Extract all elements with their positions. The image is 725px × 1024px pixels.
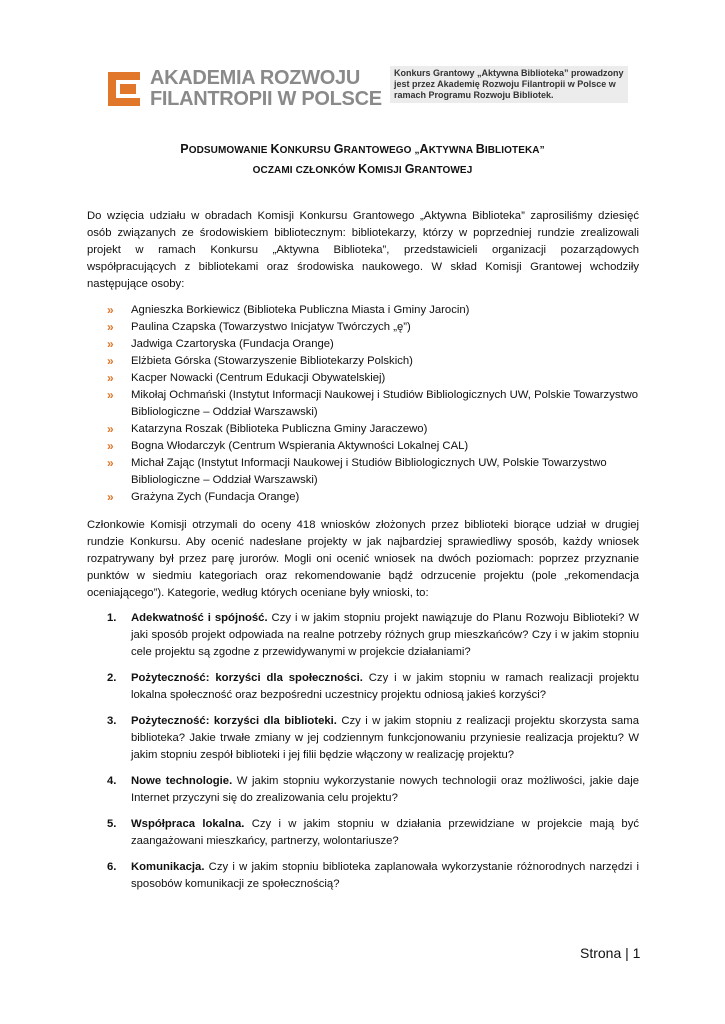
criterion-description: Czy i w jakim stopniu z realizacji projektu skorzysta sama biblioteka? Jakie trwałe zmiany w jej codziennym funkcjonowaniu przyniesie realizacja projektu? W jakim stopniu zespół biblioteki i jej filii będzie włączony w realizację projektu? [131,715,639,761]
criterion-item [87,713,639,764]
criterion-title: Adekwatność i spójność. [131,612,268,624]
member-name: Bogna Włodarczyk (Centrum Wspierania Aktywności Lokalnej CAL) [131,440,469,452]
criterion-number: 5. [107,818,117,830]
logo-wordmark [150,68,382,110]
chevron-bullet-icon: » [107,490,114,504]
chevron-bullet-icon: » [107,439,114,453]
chevron-bullet-icon: » [107,371,114,385]
page-title [0,140,725,180]
member-item [87,319,639,336]
member-item [87,455,639,489]
title-line-1: PODSUMOWANIE KONKURSU GRANTOWEGO „AKTYWNA BIBLIOTEKA” [180,142,545,156]
criterion-number: 3. [107,715,117,727]
members-list [87,302,639,506]
criterion-description: Czy i w jakim stopniu w ramach realizacji projektu lokalna społeczność oraz bezpośredni uczestnicy projektu odniosą jakieś korzyści? [131,672,640,701]
criterion-title: Pożyteczność: korzyści dla społeczności. [131,672,363,684]
title-line-2: OCZAMI CZŁONKÓW KOMISJI GRANTOWEJ [252,162,473,176]
criterion-number: 4. [107,775,117,787]
member-name: Katarzyna Roszak (Biblioteka Publiczna Gminy Jaraczewo) [131,423,428,435]
criterion-item [87,773,639,807]
member-name: Grażyna Zych (Fundacja Orange) [131,491,300,503]
header-note: Konkurs Grantowy „Aktywna Biblioteka” prowadzony jest przez Akademię Rozwoju Filantropii w Polsce w ramach Programu Rozwoju Bibliotek. [390,66,628,103]
member-item [87,302,639,319]
chevron-bullet-icon: » [107,422,114,436]
member-item [87,336,639,353]
criterion-description: Czy i w jakim stopniu projekt nawiązuje do Planu Rozwoju Biblioteki? W jaki sposób projekt odpowiada na realne potrzeby różnych grup mieszkańców? Czy i w jakim stopniu cele projektu są zgodne z przewidywanymi w projekcie działaniami? [131,612,639,658]
chevron-bullet-icon: » [107,354,114,368]
member-name: Agnieszka Borkiewicz (Biblioteka Publiczna Miasta i Gminy Jarocin) [131,304,470,316]
criterion-number: 2. [107,672,117,684]
criterion-title: Nowe technologie. [131,775,233,787]
criterion-item [87,816,639,850]
chevron-bullet-icon: » [107,337,114,351]
criterion-description: Czy i w jakim stopniu biblioteka zaplanowała wykorzystanie różnorodnych narzędzi i sposobów komunikacji ze społecznością? [131,861,639,890]
criterion-title: Komunikacja. [131,861,205,873]
member-name: Paulina Czapska (Towarzystwo Inicjatyw Twórczych „ę”) [131,321,411,333]
evaluation-paragraph: Członkowie Komisji otrzymali do oceny 418 wniosków złożonych przez biblioteki biorące udział w drugiej rundzie Konkursu. Aby ocenić nadesłane projekty w jak najbardziej sprawiedliwy sposób, każdy wniosek rozpatrywany był przez parę jurorów. Mogli oni ocenić wniosek na dwóch poziomach: poprzez przyznanie punktów w siedmiu kategoriach oraz rekomendowanie bądź odrzucenie projektu (pole „rekomendacja oceniającego”). Kategorie, według których oceniane były wnioski, to: [87,519,639,599]
member-item [87,370,639,387]
logo-line-1: AKADEMIA ROZWOJU [150,67,361,89]
page-number: Strona | 1 [580,945,641,961]
criteria-list [87,610,639,893]
criterion-title: Pożyteczność: korzyści dla biblioteki. [131,715,337,727]
chevron-bullet-icon: » [107,456,114,470]
member-item [87,353,639,370]
member-name: Mikołaj Ochmański (Instytut Informacji Naukowej i Studiów Bibliologicznych UW, Polskie Towarzystwo Bibliologiczne – Oddział Warszawski) [131,389,639,418]
member-item [87,438,639,455]
criterion-description: Czy i w jakim stopniu w działania przewidziane w projekcie mają być zaangażowani mieszkańcy, partnerzy, wolontariusze? [131,818,639,847]
criterion-item [87,610,639,661]
member-name: Michał Zając (Instytut Informacji Naukowej i Studiów Bibliologicznych UW, Polskie Towarzystwo Bibliologiczne – Oddział Warszawski) [131,457,607,486]
logo-line-2: FILANTROPII W POLSCE [150,88,382,110]
criterion-item [87,859,639,893]
criterion-number: 6. [107,861,117,873]
academy-logo-icon [106,70,142,108]
criterion-item [87,670,639,704]
document-body [87,208,639,902]
header [106,62,624,112]
criterion-title: Współpraca lokalna. [131,818,245,830]
chevron-bullet-icon: » [107,303,114,317]
chevron-bullet-icon: » [107,320,114,334]
member-name: Jadwiga Czartoryska (Fundacja Orange) [131,338,334,350]
intro-paragraph: Do wzięcia udziału w obradach Komisji Konkursu Grantowego „Aktywna Biblioteka” zaprosiliśmy dziesięć osób związanych ze środowiskiem bibliotecznym: bibliotekarzy, którzy w poprzedniej rundzie zrealizowali projekt w ramach Konkursu „Aktywna Biblioteka”, przedstawicieli organizacji pozarządowych współpracujących z bibliotekami oraz środowiska naukowego. W skład Komisji Grantowej wchodziły następujące osoby: [87,210,639,290]
criterion-number: 1. [107,612,117,624]
member-name: Kacper Nowacki (Centrum Edukacji Obywatelskiej) [131,372,386,384]
member-item [87,421,639,438]
chevron-bullet-icon: » [107,388,114,402]
member-item [87,489,639,506]
criterion-description: W jakim stopniu wykorzystanie nowych technologii oraz możliwości, jakie daje Internet przyczyni się do zrealizowania celu projektu? [131,775,639,804]
member-name: Elżbieta Górska (Stowarzyszenie Bibliotekarzy Polskich) [131,355,413,367]
member-item [87,387,639,421]
